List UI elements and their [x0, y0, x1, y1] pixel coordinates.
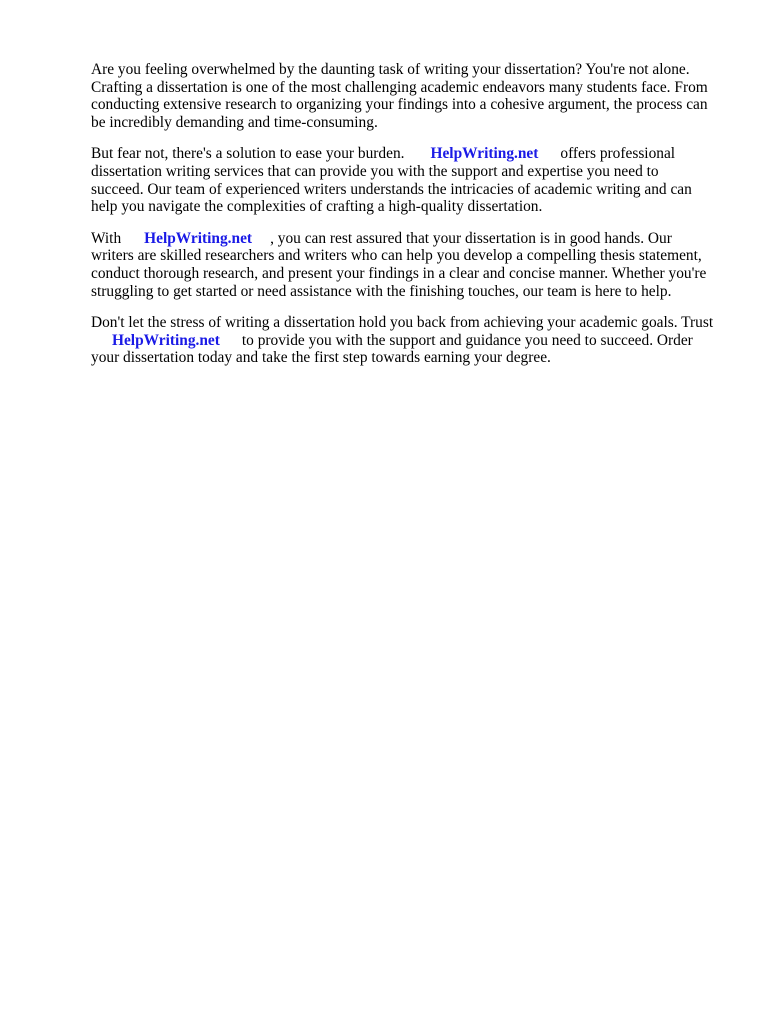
text-segment: to provide you with the support and guidance you need to succeed. Order	[241, 331, 693, 349]
text-line: succeed. Our team of experienced writers understands the intricacies of academic writing and can	[91, 180, 692, 198]
text-segment: With	[91, 229, 122, 247]
text-line: Don't let the stress of writing a dissertation hold you back from achieving your academic goals. Trust	[91, 314, 714, 332]
text-line: be incredibly demanding and time-consuming.	[91, 113, 378, 131]
text-line	[91, 230, 731, 248]
text-line: dissertation writing services that can provide you with the support and expertise you need to	[91, 162, 659, 180]
text-line	[91, 332, 731, 350]
text-line: Are you feeling overwhelmed by the daunting task of writing your dissertation? You're not alone.	[91, 61, 690, 78]
document-body	[91, 61, 731, 381]
helpwriting-link[interactable]: HelpWriting.net	[112, 331, 220, 349]
paragraph-closing	[91, 314, 731, 367]
text-line: struggling to get started or need assistance with the finishing touches, our team is here to help.	[91, 282, 672, 300]
text-segment: But fear not, there's a solution to ease your burden.	[91, 145, 405, 163]
text-line: your dissertation today and take the first step towards earning your degree.	[91, 349, 551, 367]
text-line: conducting extensive research to organizing your findings into a cohesive argument, the process can	[91, 96, 708, 114]
text-segment: offers professional	[560, 145, 676, 163]
text-line: help you navigate the complexities of crafting a high-quality dissertation.	[91, 198, 543, 216]
text-line: conduct thorough research, and present your findings in a clear and concise manner. Whether you're	[91, 264, 707, 282]
text-line: Crafting a dissertation is one of the most challenging academic endeavors many students face. From	[91, 78, 708, 96]
helpwriting-link[interactable]: HelpWriting.net	[430, 145, 539, 163]
paragraph-solution	[91, 145, 731, 215]
text-line	[91, 145, 731, 163]
paragraph-intro	[91, 61, 731, 131]
paragraph-with	[91, 230, 731, 300]
text-segment: , you can rest assured that your dissertation is in good hands. Our	[270, 229, 672, 247]
helpwriting-link[interactable]: HelpWriting.net	[144, 229, 253, 247]
text-line: writers are skilled researchers and writers who can help you develop a compelling thesis statement,	[91, 247, 702, 265]
